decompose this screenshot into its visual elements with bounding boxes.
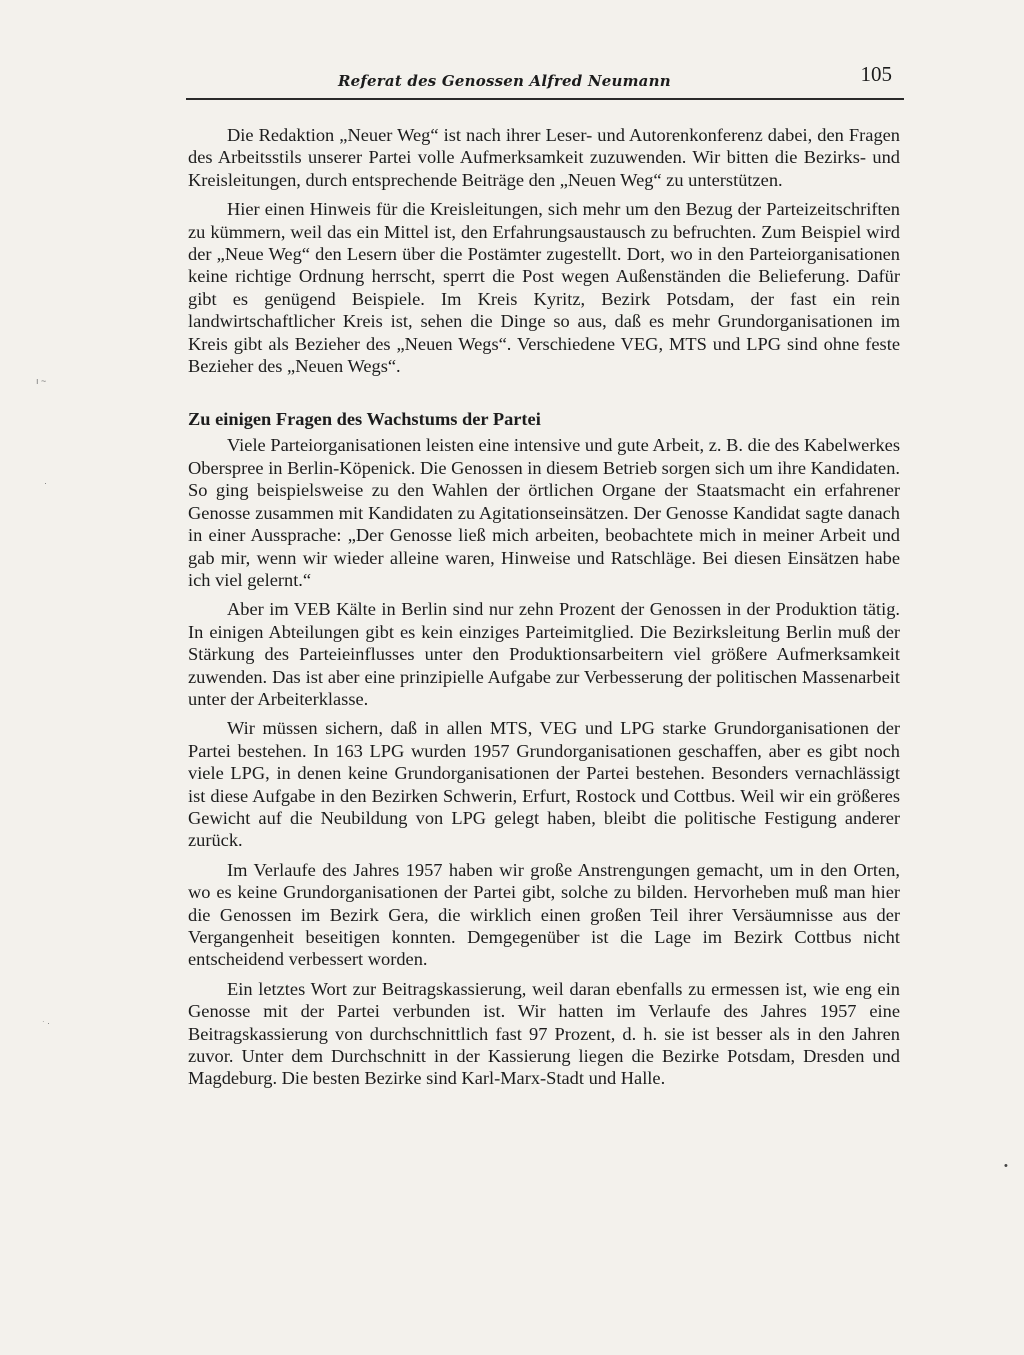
margin-mark: ı ~ [36,376,47,386]
paragraph: Im Verlaufe des Jahres 1957 haben wir große Anstrengungen gemacht, um in den Orten, wo es keine Grundorganisationen der Partei gibt, solche zu bilden. Hervorheben muß man hier die Genossen im Bezirk Gera, die wirklich einen großen Teil ihrer Versäumnisse aus der Vergangenheit beseitigen konnten. Demgegenüber ist die Lage im Bezirk Cottbus nicht entscheidend verbessert worden. [188,859,900,970]
margin-mark: ˑ · [42,1018,50,1028]
running-header [186,62,904,100]
paragraph: Viele Parteiorganisationen leisten eine intensive und gute Arbeit, z. B. die des Kabelwerkes Oberspree in Berlin-Köpenick. Die Genossen in diesem Betrieb sorgen sich um ihre Kandidaten. So ging beispielsweise zu den Wahlen der örtlichen Organe der Staatsmacht ein erfahrener Genosse zusammen mit Kandidaten zu Agitationseinsätzen. Der Genosse Kandidat sagte danach in einer Aussprache: „Der Genosse ließ mich arbeiten, beobachtete mich in meiner Arbeit und gab mir, wenn wir wieder alleine waren, Hinweise und Ratschläge. Bei diesen Einsätzen habe ich viel gelernt.“ [188,435,900,590]
paragraph: Aber im VEB Kälte in Berlin sind nur zehn Prozent der Genossen in der Produktion tätig. In einigen Abteilungen gibt es kein einziges Parteimitglied. Die Bezirksleitung Berlin muß der Stärkung des Parteieinflusses unter den Produktionsarbeitern viel größere Aufmerksamkeit zuwenden. Das ist aber eine prinzipielle Aufgabe zur Verbesserung der politischen Massenarbeit unter der Arbeiterklasse. [188,599,900,709]
page-number: 105 [860,62,892,86]
paragraph: Ein letztes Wort zur Beitragskassierung, weil daran ebenfalls zu ermessen ist, wie eng ein Genosse mit der Partei verbunden ist. Wir hatten im Verlaufe des Jahres 1957 eine Beitragskassierung von durchschnittlich fast 97 Prozent, d. h. sie ist besser als in den Jahren zuvor. Unter dem Durchschnitt in der Kassierung liegen die Bezirke Potsdam, Dresden und Magdeburg. Die besten Bezirke sind Karl-Marx-Stadt und Halle. [188,978,900,1089]
body-text [188,124,900,1097]
paragraph: Wir müssen sichern, daß in allen MTS, VEG und LPG starke Grundorganisationen der Partei bestehen. In 163 LPG wurden 1957 Grundorganisationen geschaffen, aber es gibt noch viele LPG, in denen keine Grundorganisationen der Partei bestehen. Besonders vernachlässigt ist diese Aufgabe in den Bezirken Schwerin, Erfurt, Rostock und Cottbus. Weil wir ein größeres Gewicht auf die Neubildung von LPG gelegt haben, bleibt die politische Festigung anderer zurück. [188,718,900,851]
margin-mark: · [44,478,47,488]
paragraph: Die Redaktion „Neuer Weg“ ist nach ihrer Leser- und Autorenkonferenz dabei, den Fragen des Arbeitsstils unserer Partei volle Aufmerksamkeit zuzuwenden. Wir bitten die Bezirks- und Kreisleitungen, durch entsprechende Beiträge den „Neuen Weg“ zu unterstützen. [188,125,900,190]
paragraph: Hier einen Hinweis für die Kreisleitungen, sich mehr um den Bezug der Parteizeitschriften zu kümmern, weil das ein Mittel ist, den Erfahrungsaustausch zu befruchten. Zum Beispiel wird der „Neue Weg“ den Lesern über die Postämter zugestellt. Dort, wo in den Parteiorganisationen keine richtige Ordnung herrscht, sperrt die Post wegen Außenständen die Belieferung. Dafür gibt es genügend Beispiele. Im Kreis Kyritz, Bezirk Potsdam, der fast ein rein landwirtschaftlicher Kreis ist, sehen die Dinge so aus, daß es mehr Grundorganisationen im Kreis gibt als Bezieher des „Neuen Wegs“. Verschiedene VEG, MTS und LPG sind ohne feste Bezieher des „Neuen Wegs“. [188,199,900,377]
section-heading: Zu einigen Fragen des Wachstums der Partei [188,409,541,430]
margin-mark: • [1004,1160,1008,1172]
running-title: Referat des Genossen Alfred Neumann [338,72,671,90]
